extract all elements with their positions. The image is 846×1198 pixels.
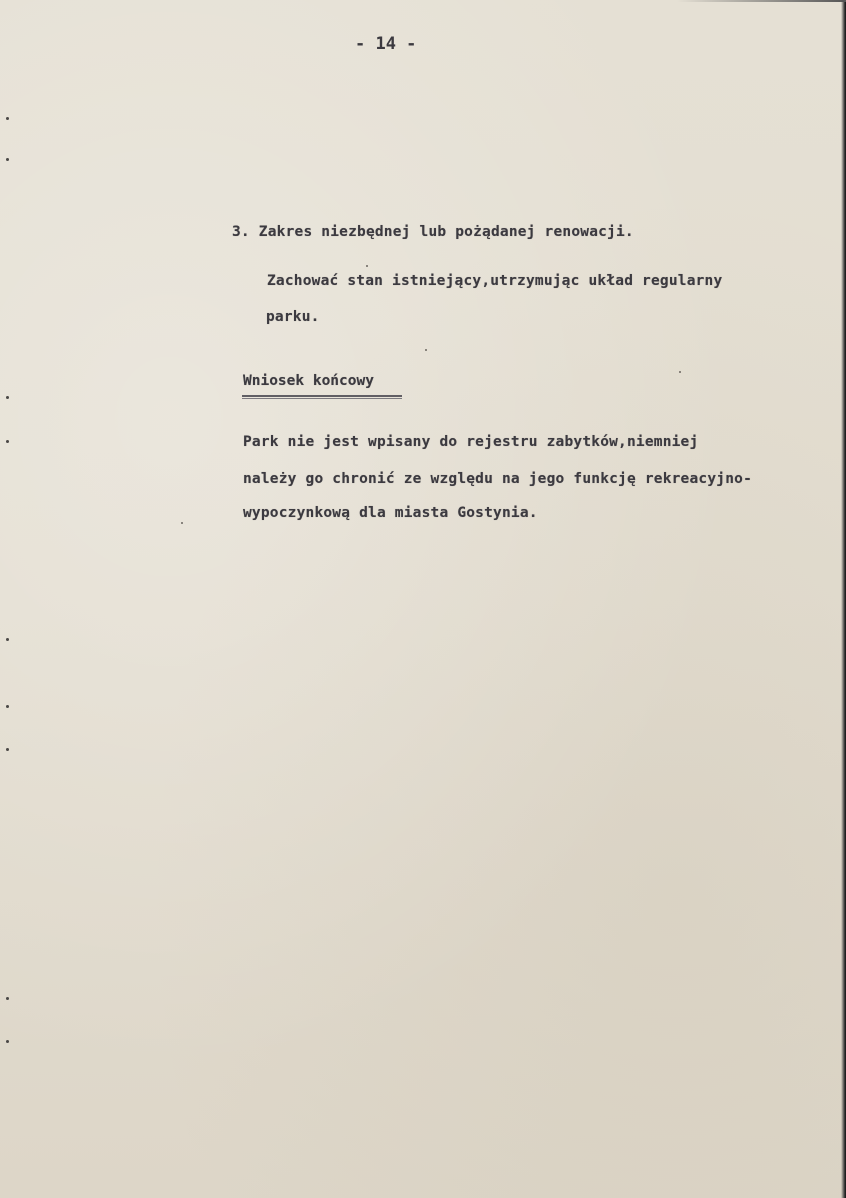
binding-hole-mark <box>6 117 9 120</box>
binding-hole-mark <box>6 705 9 708</box>
binding-hole-mark <box>6 440 9 443</box>
conclusion-line: wypoczynkową dla miasta Gostynia. <box>243 505 538 521</box>
paper-speck <box>679 371 681 373</box>
binding-hole-mark <box>6 396 9 399</box>
conclusion-line: należy go chronić ze względu na jego funkcję rekreacyjno- <box>243 471 752 487</box>
scan-edge-shadow <box>841 0 846 1198</box>
conclusion-line: Park nie jest wpisany do rejestru zabytków,niemniej <box>243 434 699 450</box>
paper-speck <box>181 522 183 524</box>
page-number: - 14 - <box>355 34 417 54</box>
binding-hole-mark <box>6 158 9 161</box>
binding-hole-mark <box>6 997 9 1000</box>
section-3-line: parku. <box>266 309 320 325</box>
binding-hole-mark <box>6 638 9 641</box>
section-3-line: Zachować stan istniejący,utrzymując układ regularny <box>267 273 723 289</box>
conclusion-heading: Wniosek końcowy <box>243 373 374 389</box>
binding-hole-mark <box>6 1040 9 1043</box>
binding-hole-mark <box>6 748 9 751</box>
scan-edge-top <box>0 0 846 2</box>
paper-speck <box>366 265 368 267</box>
section-3-title: 3. Zakres niezbędnej lub pożądanej renowacji. <box>232 224 634 240</box>
conclusion-heading-underline <box>242 395 402 399</box>
paper-speck <box>425 349 427 351</box>
